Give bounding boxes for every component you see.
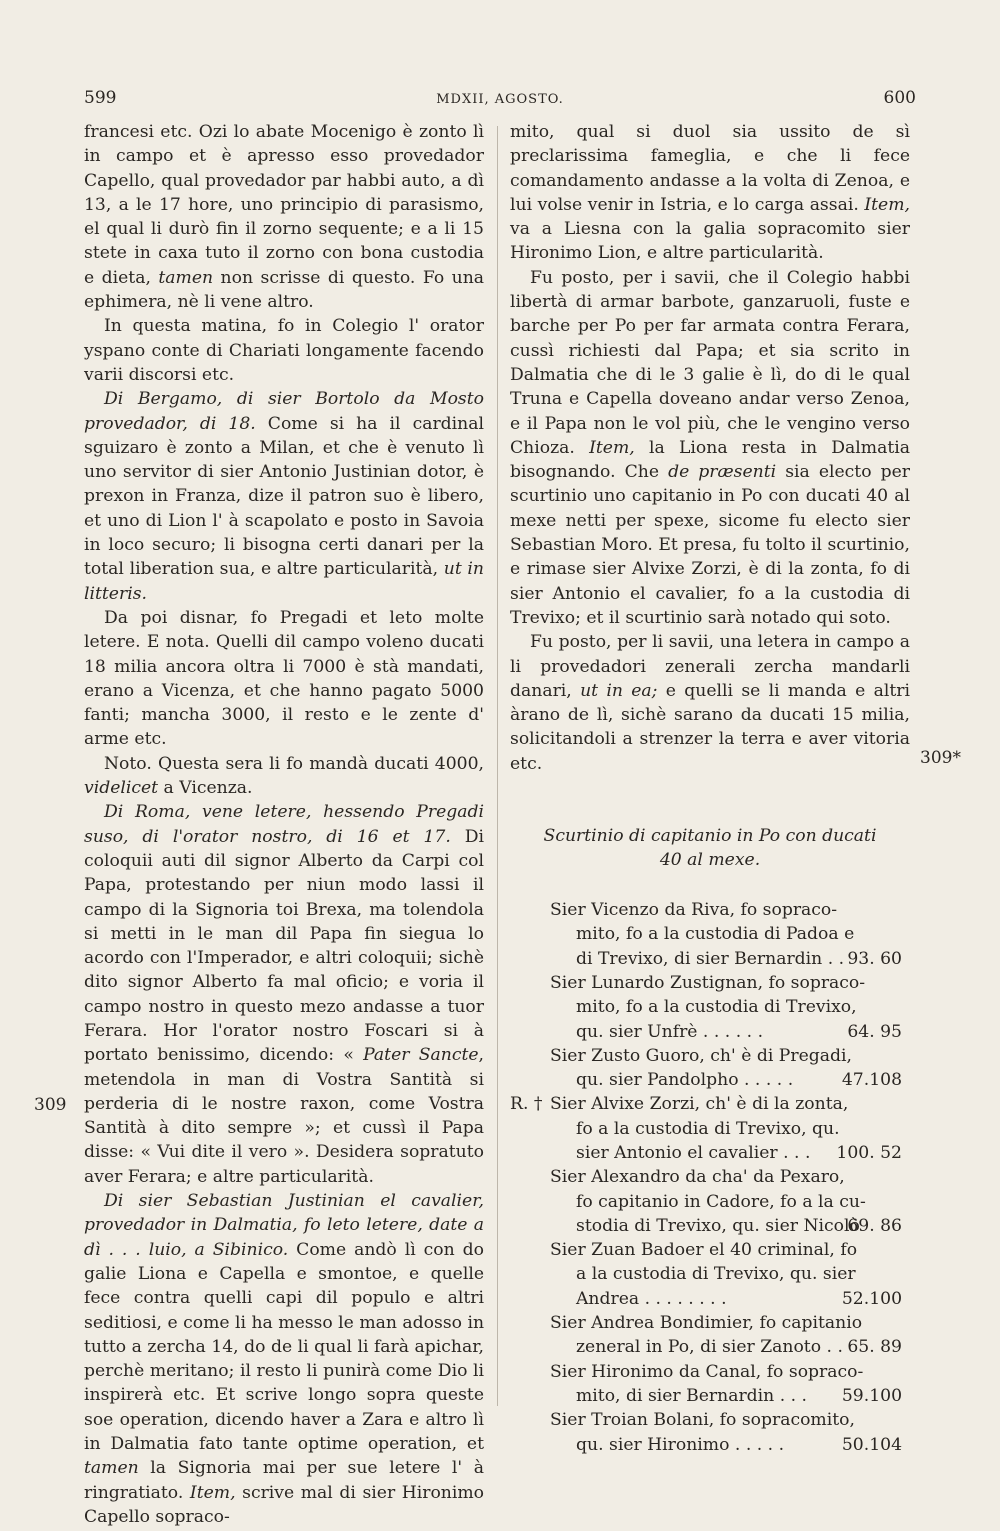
left-page-number: 599 xyxy=(84,88,117,108)
entry-line: di Trevixo, di sier Bernardin . . xyxy=(576,948,845,969)
text-run: non scrisse di questo. Fo una ephimera, nè li vene altro. xyxy=(84,267,485,313)
italic-text: Di Roma, vene letere, hessendo Pregadi suso, di l'orator nostro, di 16 et 17. xyxy=(84,802,484,847)
entry-line: zeneral in Po, di sier Zanoto . . xyxy=(576,1337,843,1358)
italic-text: tamen xyxy=(84,1458,139,1479)
entry-line: Andrea . . . . . . . . xyxy=(576,1288,727,1309)
scrutiny-heading xyxy=(510,824,910,872)
text-run: Fu posto, per i savii, che il Colegio habbi libertà di armar barbote, ganzaruoli, fuste e barche per Po per far armata contra Ferara, cussì richiesti dal Papa; et sia scrito in Dalmatia che di le 3 galie è lì, do di le qual Truna e Capella doveano andar verso Zenoa, e il Papa non le vol più, che le vengino verso Chioza. xyxy=(510,267,910,458)
text-run: Di coloquii auti dil signor Alberto da Carpi col Papa, protestando per niun modo lassi il campo di la Signoria toi Brexa, ma tolendola si metti in le man dil Papa fin siegua lo acordo con l'Imperador, e altri coloquii; sichè dito signor Alberto fa mal oficio; e voria il campo nostro in questo mezo andasse a tuor Ferara. Hor l'orator nostro Foscari si à portato benissimo, dicendo: « xyxy=(84,826,484,1066)
italic-text: tamen xyxy=(158,267,214,288)
text-run: scrive mal di sier Hironimo Capello sopraco- xyxy=(84,1482,484,1527)
scrutiny-entry xyxy=(550,1238,902,1311)
scrutiny-list xyxy=(510,898,910,1457)
margin-note-right: 309* xyxy=(920,748,961,768)
scrutiny-entry xyxy=(550,971,902,1044)
scrutiny-title-line2: 40 al mexe. xyxy=(659,850,761,871)
entry-line: Sier Troian Bolani, fo sopracomito, xyxy=(550,1410,855,1431)
scrutiny-entry xyxy=(550,1311,902,1360)
text-run: mito, qual si duol sia ussito de sì preclarissima fameglia, e che li fece comandamento andasse a la volta di Zenoa, e lui volse venir in Istria, e lo carga assai. xyxy=(510,122,910,215)
text-run: va a Liesna con la galia sopracomito sier Hironimo Lion, e altre particularità. xyxy=(510,219,910,264)
column-divider xyxy=(497,126,498,1406)
text-run: Come andò lì con do galie Liona e Capella e smontoe, e quelle fece contra quelli capi dil populo e altri seditiosi, e come li ha messo le man adosso in tutto a zercha 14, do de li qual li farà apichar, perchè meritano; il resto li punirà come Dio li inspirerà etc. Et scrive longo sopra queste soe operation, dicendo haver a Zara e altro lì in Dalmatia fato tante optime operation, et xyxy=(84,1239,485,1455)
italic-text: Pater Sancte xyxy=(363,1045,479,1066)
text-run: Fu posto, per li savii, una letera in campo a li provedadori zenerali zercha mandarli danari, xyxy=(510,632,910,701)
entry-line: Sier Zuan Badoer el 40 criminal, fo xyxy=(550,1240,858,1261)
paragraph xyxy=(84,387,484,606)
paragraph xyxy=(84,1189,484,1529)
italic-text: Di sier Sebastian Justinian el cavalier, provedador in Dalmatia, fo leto letere, date a dì . . . luio, a Sibinico. xyxy=(84,1191,484,1260)
text-run: Noto. Questa sera li fo mandà ducati 4000, xyxy=(104,753,484,774)
vote-count: 65. 89 xyxy=(847,1337,902,1358)
text-run: In questa matina, fo in Colegio l' orator yspano conte di Chariati longamente facendo varii discorsi etc. xyxy=(84,316,484,385)
text-run: Come si ha il cardinal sguizaro è zonto a Milan, et che è venuto lì uno servitor di sier Antonio Justinian dotor, è prexon in Franza, dize il patron suo è libero, et uno di Lion l' à scapolato e posto in Savoia in loco securo; li bisogna certi danari per la total liberation sua, e altre particularità, xyxy=(84,413,484,580)
entry-line: fo a la custodia di Trevixo, qu. xyxy=(576,1118,840,1139)
left-text-column xyxy=(84,120,484,1529)
italic-text: Di Bergamo, di sier Bortolo da Mosto provedador, di 18. xyxy=(84,389,484,434)
right-paragraphs xyxy=(510,120,910,776)
right-text-column xyxy=(510,120,910,1457)
paragraph xyxy=(84,800,484,1189)
entry-line: Sier Lunardo Zustignan, fo sopraco- xyxy=(550,972,866,993)
paragraph xyxy=(84,752,484,801)
italic-text: Item, xyxy=(864,194,910,215)
entry-line: Sier Alvixe Zorzi, ch' è di la zonta, xyxy=(550,1094,849,1115)
scrutiny-title-line1: Scurtinio di capitanio in Po con ducati xyxy=(543,826,877,847)
scrutiny-entry xyxy=(550,1165,902,1238)
entry-line: Sier Zusto Guoro, ch' è di Pregadi, xyxy=(550,1045,852,1066)
entry-line: qu. sier Unfrè . . . . . . xyxy=(576,1021,764,1042)
entry-line: sier Antonio el cavalier . . . xyxy=(576,1142,811,1163)
italic-text: ut in ea; xyxy=(580,680,658,701)
italic-text: Item, xyxy=(589,437,635,458)
text-run: , metendola in man di Vostra Santità si perderia di le nostre raxon, come Vostra Santità à dito sempre »; et cussì il Papa disse: « Vui dite il vero ». Desidera sopratuto aver Ferara; e altre particularità. xyxy=(84,1045,485,1187)
vote-count: 64. 95 xyxy=(847,1021,902,1042)
text-run: a Vicenza. xyxy=(158,778,253,799)
entry-line: mito, fo a la custodia di Trevixo, xyxy=(576,997,857,1018)
entry-line: qu. sier Hironimo . . . . . xyxy=(576,1434,785,1455)
entry-line: Sier Andrea Bondimier, fo capitanio xyxy=(550,1313,863,1334)
entry-line: Sier Alexandro da cha' da Pexaro, xyxy=(550,1167,845,1188)
vote-count: 69. 86 xyxy=(847,1215,902,1236)
vote-count: 100. 52 xyxy=(836,1142,902,1163)
text-run: la Signoria mai per sue letere l' à ringratiato. xyxy=(84,1458,484,1503)
scrutiny-entry xyxy=(550,1360,902,1409)
text-run: la Liona resta in Dalmatia bisognando. Che xyxy=(510,437,910,483)
entry-line: a la custodia di Trevixo, qu. sier xyxy=(576,1264,856,1285)
text-run: e quelli se li manda e altri àrano de lì, sichè sarano da ducati 15 milia, solicitandoli a strenzer la terra e aver vitoria etc. xyxy=(510,680,910,774)
italic-text: de præsenti xyxy=(668,462,777,483)
vote-count: 50.104 xyxy=(841,1434,902,1455)
italic-text: ut in litteris. xyxy=(84,559,484,604)
italic-text: Item, xyxy=(189,1482,236,1503)
entry-line: fo capitanio in Cadore, fo a la cu- xyxy=(576,1191,866,1212)
scrutiny-entry xyxy=(550,1044,902,1093)
text-run: sia electo per scurtinio uno capitanio in Po con ducati 40 al mexe netti per spexe, sicome fu electo sier Sebastian Moro. Et presa, fu tolto il scurtinio, e rimase sier Alvixe Zorzi, è di la zonta, fo di sier Antonio el cavalier, fo a la custodia di Trevixo; et il scurtinio sarà notado qui soto. xyxy=(510,462,910,628)
paragraph xyxy=(510,630,910,776)
paragraph xyxy=(84,606,484,752)
paragraph xyxy=(84,314,484,387)
entry-line: Sier Vicenzo da Riva, fo sopraco- xyxy=(550,900,838,921)
margin-note-left: 309 xyxy=(34,1095,67,1115)
vote-count: 93. 60 xyxy=(847,948,902,969)
italic-text: videlicet xyxy=(84,778,159,799)
running-head: MDXII, AGOSTO. xyxy=(436,92,564,107)
entry-line: stodia di Trevixo, qu. sier Nicolò xyxy=(576,1215,860,1236)
entry-line: mito, di sier Bernardin . . . xyxy=(576,1385,808,1406)
vote-count: 59.100 xyxy=(841,1385,902,1406)
paragraph xyxy=(510,266,910,630)
scrutiny-entry xyxy=(550,1408,902,1457)
paragraph xyxy=(510,120,910,266)
elected-mark: R. † xyxy=(510,1094,543,1115)
scrutiny-entry xyxy=(550,898,902,971)
paragraph xyxy=(84,120,484,314)
scrutiny-entry xyxy=(510,1092,902,1165)
entry-line: mito, fo a la custodia di Padoa e xyxy=(576,924,855,945)
text-run: francesi etc. Ozi lo abate Mocenigo è zonto lì in campo et è apresso esso provedador Capello, qual provedador par habbi auto, a dì 13, a le 17 hore, uno principio di parasismo, el qual li durò fin il zorno sequente; e a li 15 stete in caxa tuto il zorno con bona custodia e dieta, xyxy=(84,122,484,288)
right-page-number: 600 xyxy=(883,88,916,108)
entry-line: qu. sier Pandolpho . . . . . xyxy=(576,1070,794,1091)
vote-count: 52.100 xyxy=(841,1288,902,1309)
text-run: Da poi disnar, fo Pregadi et leto molte letere. E nota. Quelli dil campo voleno ducati 18 milia ancora oltra li 7000 è stà mandati, erano a Vicenza, et che hanno pagato 5000 fanti; mancha 3000, il resto e le zente d' arme etc. xyxy=(84,607,484,750)
entry-line: Sier Hironimo da Canal, fo sopraco- xyxy=(550,1361,864,1382)
vote-count: 47.108 xyxy=(841,1070,902,1091)
